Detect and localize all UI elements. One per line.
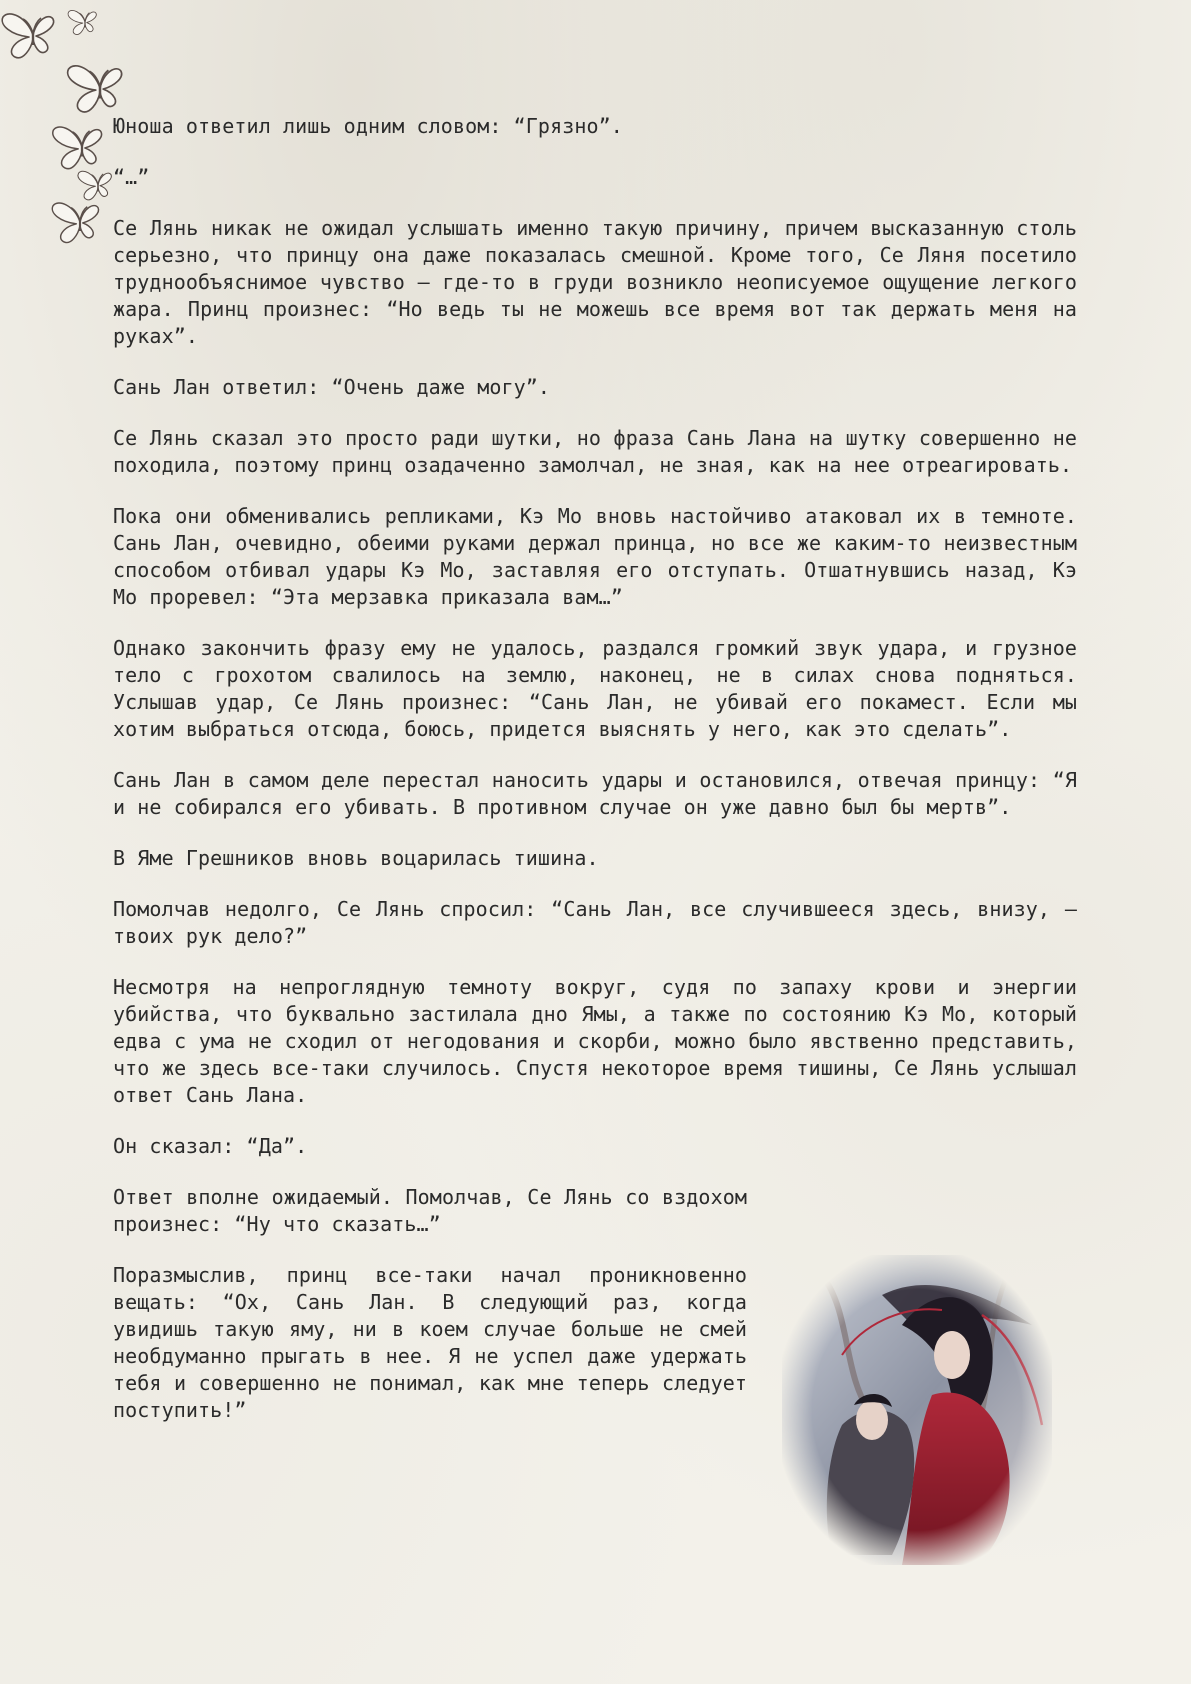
paragraph: Пока они обменивались репликами, Кэ Мо вновь настойчиво атаковал их в темноте. Сань Лан, очевидно, обеими руками держал принца, но все же каким-то неизвестным способом отбивал удары Кэ Мо, заставляя его отступать. Отшатнувшись назад, Кэ Мо проревел: “Эта мерзавка приказала вам…”: [113, 504, 1077, 609]
illustration-image: [782, 1255, 1052, 1565]
paragraph: Несмотря на непроглядную темноту вокруг, судя по запаху крови и энергии убийства, что буквально застилала дно Ямы, а также по состоянию Кэ Мо, который едва с ума не сходил от негодования и скорби, можно было явственно представить, что же здесь все-таки случилось. Спустя некоторое время тишины, Се Лянь услышал ответ Сань Лана.: [113, 975, 1077, 1107]
paragraph: Ответ вполне ожидаемый. Помолчав, Се Лянь со вздохом произнес: “Ну что сказать…”: [113, 1185, 747, 1236]
paragraph: Он сказал: “Да”.: [113, 1134, 308, 1158]
paragraph: Сань Лан в самом деле перестал наносить удары и остановился, отвечая принцу: “Я и не собирался его убивать. В противном случае он уже давно был бы мертв”.: [113, 768, 1077, 819]
butterfly-icon: [53, 127, 102, 169]
paragraph: “…”: [113, 165, 150, 189]
butterfly-icon: [52, 203, 98, 243]
paragraph: Помолчав недолго, Се Лянь спросил: “Сань Лан, все случившееся здесь, внизу, — твоих рук дело?”: [113, 897, 1077, 948]
paragraph: Сань Лан ответил: “Очень даже могу”.: [113, 375, 551, 399]
paragraph: Се Лянь сказал это просто ради шутки, но фраза Сань Лана на шутку совершенно не походила, поэтому принц озадаченно замолчал, не зная, как на нее отреагировать.: [113, 426, 1077, 477]
butterfly-icon: [2, 14, 53, 58]
paragraph: Однако закончить фразу ему не удалось, раздался громкий звук удара, и грузное тело с грохотом свалилось на землю, наконец, не в силах снова подняться. Услышав удар, Се Лянь произнес: “Сань Лан, не убивай его покамест. Если мы хотим выбраться отсюда, боюсь, придется выяснять у него, как это сделать”.: [113, 636, 1077, 741]
paragraph: Се Лянь никак не ожидал услышать именно такую причину, причем высказанную столь серьезно, что принцу она даже показалась смешной. Кроме того, Се Ляня посетило труднообъяснимое чувство — где-то в груди возникло неописуемое ощущение легкого жара. Принц произнес: “Но ведь ты не можешь все время вот так держать меня на руках”.: [113, 216, 1077, 348]
butterfly-icon: [68, 66, 122, 112]
story-text: [113, 113, 1077, 1448]
butterfly-icon: [78, 171, 111, 200]
butterfly-icon: [68, 10, 96, 34]
paragraph: Юноша ответил лишь одним словом: “Грязно”.: [113, 114, 623, 138]
paragraph: Поразмыслив, принц все-таки начал проникновенно вещать: “Ох, Сань Лан. В следующий раз, когда увидишь такую яму, ни в коем случае больше не смей необдуманно прыгать в нее. Я не успел даже удержать тебя и совершенно не понимал, как мне теперь следует поступить!”: [113, 1263, 747, 1422]
paragraph: В Яме Грешников вновь воцарилась тишина.: [113, 846, 599, 870]
